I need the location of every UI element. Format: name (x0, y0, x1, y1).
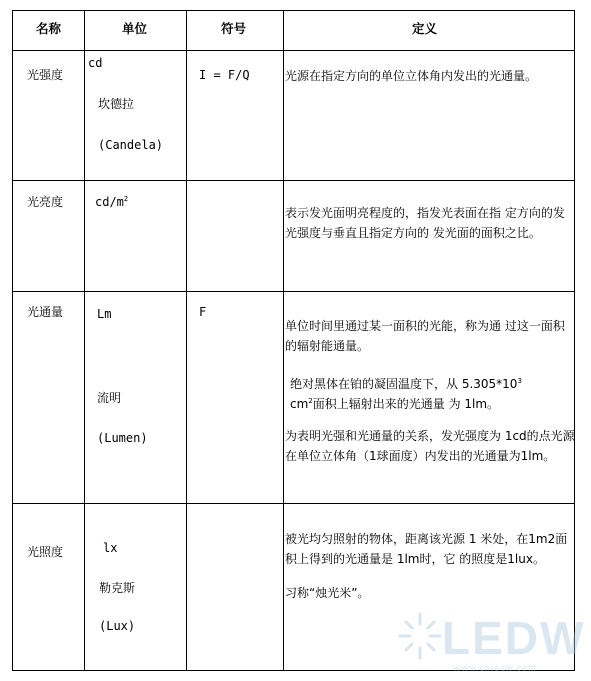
definition-text (285, 66, 537, 86)
definition-text (285, 316, 575, 466)
definition-segment: 面积上辐射出来的光通量 为 1lm。 (312, 397, 500, 411)
col-name-divider (84, 10, 85, 671)
definition-text (285, 529, 575, 603)
unit-abbr: cd (88, 56, 103, 70)
symbol-formula: I = F/Q (199, 68, 250, 82)
definition-paragraph: 被光均匀照射的物体，距离该光源 1 米处，在1m2面积上得到的光通量是 1lm时，它 的照度是1lux。 (285, 532, 568, 566)
watermark-text: LEDW (442, 612, 586, 664)
definition-segment: cm (290, 397, 309, 411)
table-left-border (12, 10, 13, 671)
unit-english: (Lux) (99, 619, 136, 633)
unit-english: (Candela) (98, 138, 164, 152)
definition-paragraph: 光源在指定方向的单位立体角内发出的光通量。 (285, 69, 538, 83)
sunburst-icon (400, 614, 440, 658)
unit-abbr: lx (103, 541, 118, 555)
header-symbol: 符号 (221, 21, 247, 36)
definition-superscript: 2 (308, 397, 313, 405)
symbol-letter: F (199, 305, 207, 319)
header-name: 名称 (36, 21, 62, 36)
watermark-url: www.cnledw.com (454, 663, 537, 673)
unit-superscript: 2 (123, 195, 129, 203)
row-2-bottom-border (12, 291, 574, 292)
row-name: 光强度 (27, 68, 64, 82)
definition-superscript: 3 (517, 377, 522, 385)
row-3-bottom-border (12, 503, 574, 504)
header-definition: 定义 (412, 21, 438, 36)
row-name: 光照度 (27, 545, 64, 559)
definition-paragraph (285, 374, 575, 414)
unit-chinese: 坎德拉 (98, 97, 135, 111)
table-top-border (12, 10, 574, 11)
unit-english: (Lumen) (97, 431, 148, 445)
definition-segment: 绝对黑体在铂的凝固温度下，从 5.305*10 (290, 377, 518, 391)
unit-chinese: 勒克斯 (99, 581, 136, 595)
definition-paragraph: 习称“烛光米”。 (285, 586, 370, 600)
definition-paragraph: 为表明光强和光通量的关系，发光强度为 1cd的点光源在单位立体角（1球面度）内发出的光通量为1lm。 (285, 429, 575, 463)
row-1-bottom-border (12, 180, 574, 181)
unit-chinese: 流明 (97, 391, 122, 405)
definition-paragraph: 单位时间里通过某一面积的光能，称为通 过这一面积的辐射能通量。 (285, 319, 565, 353)
header-unit: 单位 (122, 21, 148, 36)
col-unit-divider (186, 10, 187, 671)
row-name: 光通量 (27, 305, 64, 319)
row-name: 光亮度 (27, 195, 64, 209)
unit-base: cd/m (95, 195, 124, 209)
col-symbol-divider (283, 10, 284, 671)
unit-abbr: Lm (97, 307, 112, 321)
unit-abbr (95, 195, 128, 209)
definition-paragraph: 表示发光面明亮程度的，指发光表面在指 定方向的发光强度与垂直且指定方向的 发光面的面积之比。 (285, 206, 565, 240)
definition-text (285, 203, 575, 243)
watermark-logo (398, 606, 588, 676)
header-bottom-border (12, 50, 574, 51)
